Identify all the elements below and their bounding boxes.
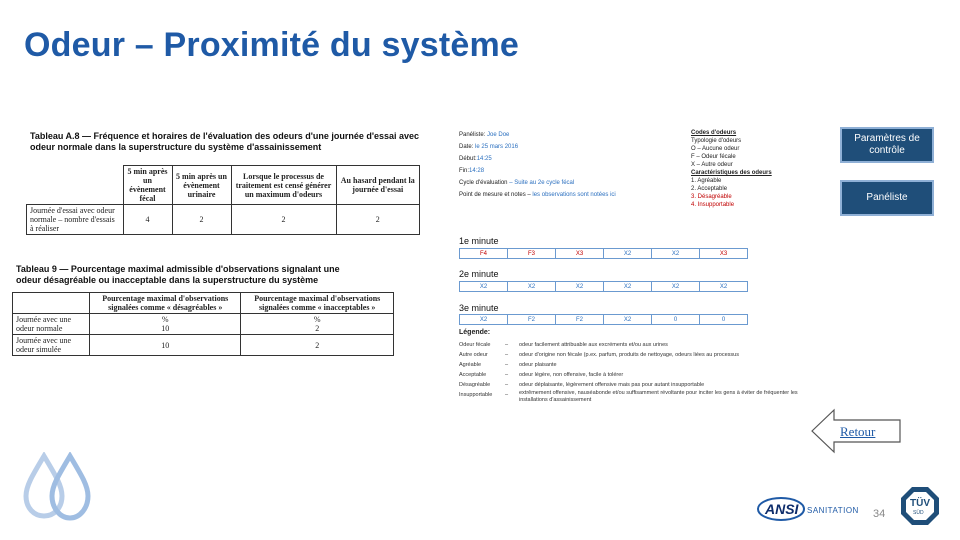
table-9-corner — [13, 293, 90, 314]
meta-row: Date: le 25 mars 2016 — [459, 144, 519, 150]
minute-label: 2e minute — [459, 269, 499, 279]
meta-row: Panéliste: Joe Doe — [459, 132, 510, 138]
table-a8-header: Au hasard pendant la journée d'essai — [336, 166, 420, 205]
table-a8-cell: 2 — [336, 205, 420, 235]
tuv-sud-logo — [900, 486, 940, 526]
grid-cell: X2 — [604, 282, 652, 292]
legend-row: Insupportable – extrêmement offensive, nauséabonde et/ou suffisamment révoltante pour inciter les gens à éviter de fréquenter les installations d'assainissement — [459, 390, 798, 403]
meta-row: Début:14:25 — [459, 156, 492, 162]
character-line: 2. Acceptable — [691, 186, 728, 192]
table-9-cell: 2 — [241, 335, 394, 356]
legend-row: Autre odeur – odeur d'origine non fécale (p.ex. parfum, produits de nettoyage, odeurs liées au processus — [459, 352, 739, 358]
codes-line: O – Aucune odeur — [691, 146, 740, 152]
ansi-logo-text: ANSI — [765, 501, 799, 517]
grid-cell: F2 — [556, 315, 604, 325]
table-9-unit: % — [161, 315, 169, 324]
table-a8-corner — [27, 166, 124, 205]
page-title: Odeur – Proximité du système — [24, 26, 519, 64]
minute-grid-3 — [459, 314, 748, 325]
water-drops-icon — [22, 452, 94, 524]
table-9-row-label: Journée avec une odeur normale — [13, 314, 90, 335]
table-a8 — [26, 165, 420, 235]
character-line: 4. Insupportable — [691, 202, 735, 208]
character-line: 1. Agréable — [691, 178, 722, 184]
panelist-button[interactable]: Panéliste — [840, 180, 934, 216]
legend-row: Agréable – odeur plaisante — [459, 362, 557, 368]
table-a8-cell: 2 — [172, 205, 231, 235]
back-label: Retour — [840, 424, 876, 439]
codes-line: Typologie d'odeurs — [691, 138, 742, 144]
legend-table — [459, 340, 804, 404]
page-number: 34 — [873, 508, 886, 520]
grid-cell: X2 — [604, 315, 652, 325]
minute-label: 3e minute — [459, 303, 499, 313]
table-9 — [12, 292, 394, 356]
grid-cell: F4 — [460, 249, 508, 259]
minute-label: 1e minute — [459, 236, 499, 246]
form-meta — [459, 129, 689, 201]
character-title: Caractéristiques des odeurs — [691, 170, 772, 176]
table-a8-header: 5 min après un évènement urinaire — [172, 166, 231, 205]
grid-cell: 0 — [700, 315, 748, 325]
odor-codes — [691, 129, 786, 209]
table-9-unit: % — [313, 315, 321, 324]
table-a8-cell: 2 — [231, 205, 336, 235]
legend-row: Acceptable – odeur légère, non offensive, facile à tolérer — [459, 372, 624, 378]
codes-title: Codes d'odeurs — [691, 130, 737, 136]
legend-row: Odeur fécale – odeur facilement attribuable aux excréments et/ou aux urines — [459, 342, 668, 348]
grid-cell: X2 — [652, 282, 700, 292]
minute-grid-2 — [459, 281, 748, 292]
table-9-value: 2 — [315, 324, 320, 333]
table-9-cell — [90, 314, 241, 335]
table-9-header: Pourcentage maximal d'observations signalées comme « inacceptables » — [241, 293, 394, 314]
ansi-logo-sub: SANITATION — [807, 506, 859, 515]
grid-cell: X2 — [652, 249, 700, 259]
grid-cell: X3 — [700, 249, 748, 259]
ansi-sanitation-logo — [757, 496, 867, 522]
meta-row: Cycle d'évaluation – Suite au 2e cycle fécal — [459, 180, 575, 186]
table-a8-header: Lorsque le processus de traitement est censé générer un maximum d'odeurs — [231, 166, 336, 205]
grid-cell: X2 — [508, 282, 556, 292]
table-9-cell — [241, 314, 394, 335]
back-button[interactable] — [810, 408, 902, 454]
meta-row: Fin:14:28 — [459, 168, 485, 174]
control-parameters-button[interactable]: Paramètres de contrôle — [840, 127, 934, 163]
grid-cell: X2 — [460, 315, 508, 325]
legend-title: Légende: — [459, 329, 491, 336]
table-9-cell: 10 — [90, 335, 241, 356]
table-a8-row-label: Journée d'essai avec odeur normale – nombre d'essais à réaliser — [27, 205, 124, 235]
table-9-row-label: Journée avec une odeur simulée — [13, 335, 90, 356]
codes-line: X – Autre odeur — [691, 162, 733, 168]
character-line: 3. Désagréable — [691, 194, 732, 200]
legend-row: Désagréable – odeur déplaisante, légèrement offensive mais pas pour autant insupportable — [459, 382, 705, 388]
grid-cell: X3 — [556, 249, 604, 259]
table-9-caption: Tableau 9 — Pourcentage maximal admissible d'observations signalant une odeur désagréable ou inacceptable dans la superstructure du système — [16, 264, 340, 285]
table-a8-cell: 4 — [123, 205, 172, 235]
codes-line: F – Odeur fécale — [691, 154, 736, 160]
table-9-header: Pourcentage maximal d'observations signalées comme « désagréables » — [90, 293, 241, 314]
table-9-value: 10 — [161, 324, 170, 333]
table-a8-caption: Tableau A.8 — Fréquence et horaires de l'évaluation des odeurs d'une journée d'essai avec odeur normale dans la superstructure du système d'assainissement — [30, 131, 420, 152]
grid-cell: 0 — [652, 315, 700, 325]
minute-grid-1 — [459, 248, 748, 259]
grid-cell: F2 — [508, 315, 556, 325]
grid-cell: X2 — [700, 282, 748, 292]
meta-row: Point de mesure et notes – les observations sont notées ici — [459, 192, 616, 198]
tuv-text: TÜV — [910, 498, 930, 509]
grid-cell: X2 — [460, 282, 508, 292]
grid-cell: F3 — [508, 249, 556, 259]
table-a8-header: 5 min après un évènement fécal — [123, 166, 172, 205]
grid-cell: X2 — [604, 249, 652, 259]
tuv-sub: SÜD — [913, 510, 924, 516]
grid-cell: X2 — [556, 282, 604, 292]
